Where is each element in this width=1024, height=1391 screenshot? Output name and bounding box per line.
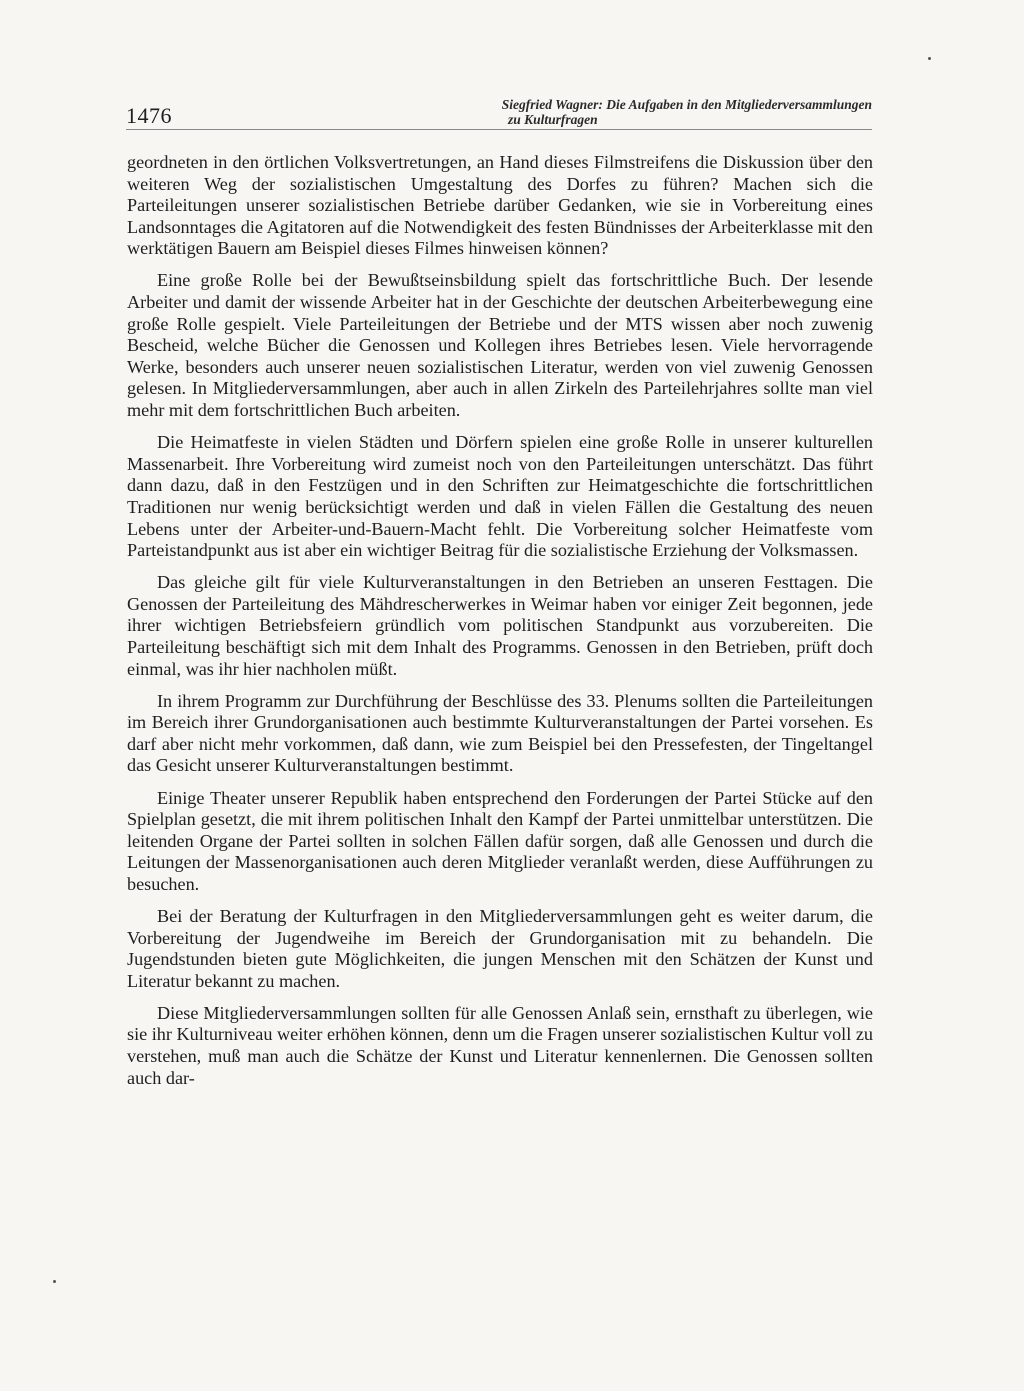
paragraph-3: Die Heimatfeste in vielen Städten und Dörfern spielen eine große Rolle in unserer kulturellen Massenarbeit. Ihre Vorbereitung wird zumeist noch von den Parteileitungen unterschätzt. Das führt dann dazu, daß in den Festzügen und in den Schriften zur Heimatgeschichte die fortschrittlichen Traditionen nur wenig berücksichtigt werden und daß in vielen Fällen die Gestaltung des neuen Lebens unter der Arbeiter-und-Bauern-Macht fehlt. Die Vorbereitung solcher Heimatfeste vom Parteistandpunkt aus ist aber ein wichtiger Beitrag für die sozialistische Erziehung der Volksmassen. [127, 432, 873, 561]
paper-speck [928, 57, 931, 60]
header-rule [126, 129, 872, 130]
running-head-line-2: zu Kulturfragen [508, 112, 598, 127]
page-number: 1476 [126, 103, 172, 128]
body-text [127, 152, 873, 1100]
paragraph-4: Das gleiche gilt für viele Kulturveranstaltungen in den Betrieben an unseren Festtagen. Die Genossen der Parteileitung des Mähdrescherwerkes in Weimar haben vor einiger Zeit begonnen, jede ihrer wichtigen Betriebsfeiern gründlich vom politischen Standpunkt aus vorzubereiten. Die Parteileitung beschäftigt sich mit dem Inhalt des Programms. Genossen in den Betrieben, prüft doch einmal, was ihr hier nachholen müßt. [127, 572, 873, 679]
paragraph-2: Eine große Rolle bei der Bewußtseinsbildung spielt das fortschrittliche Buch. Der lesende Arbeiter und damit der wissende Arbeiter hat in der Geschichte der deutschen Arbeiterbewegung eine große Rolle gespielt. Viele Parteileitungen der Betriebe und der MTS wissen aber noch zuwenig Bescheid, welche Bücher die Genossen und Kollegen ihres Betriebes lesen. Viele hervorragende Werke, besonders auch unserer neuen sozialistischen Literatur, werden von viel zuwenig Genossen gelesen. In Mitgliederversammlungen, aber auch in allen Zirkeln des Parteilehrjahres sollte man viel mehr mit dem fortschrittlichen Buch arbeiten. [127, 270, 873, 421]
paragraph-8: Diese Mitgliederversammlungen sollten für alle Genossen Anlaß sein, ernsthaft zu überlegen, wie sie ihr Kulturniveau weiter erhöhen können, denn um die Fragen unserer sozialistischen Kultur voll zu verstehen, muß man auch die Schätze der Kunst und Literatur kennenlernen. Die Genossen sollten auch dar- [127, 1002, 873, 1088]
paragraph-7: Bei der Beratung der Kulturfragen in den Mitgliederversammlungen geht es weiter darum, die Vorbereitung der Jugendweihe im Bereich der Grundorganisation mit zu behandeln. Die Jugendstunden bieten gute Möglichkeiten, die jungen Menschen mit den Schätzen der Kunst und Literatur bekannt zu machen. [127, 906, 873, 991]
running-head [360, 97, 872, 127]
paper-speck [53, 1280, 56, 1283]
running-head-line-1: Siegfried Wagner: Die Aufgaben in den Mitgliederversammlungen [501, 97, 872, 112]
paragraph-6: Einige Theater unserer Republik haben entsprechend den Forderungen der Partei Stücke auf den Spielplan gesetzt, die mit ihrem politischen Inhalt den Kampf der Partei unmittelbar unterstützen. Die leitenden Organe der Partei sollten in solchen Fällen dafür sorgen, daß alle Genossen und durch die Leitungen der Massenorganisationen auch deren Mitglieder veranlaßt werden, diese Aufführungen zu besuchen. [127, 787, 873, 894]
paragraph-1: geordneten in den örtlichen Volksvertretungen, an Hand dieses Filmstreifens die Diskussion über den weiteren Weg der sozialistischen Umgestaltung des Dorfes zu führen? Machen sich die Parteileitungen unserer sozialistischen Betriebe darüber Gedanken, wie sie in Vorbereitung eines Landsonntages die Agitatoren auf die Notwendigkeit des festen Bündnisses der Arbeiterklasse mit den werktätigen Bauern am Beispiel dieses Filmes hinweisen können? [127, 152, 873, 259]
paragraph-5: In ihrem Programm zur Durchführung der Beschlüsse des 33. Plenums sollten die Parteileitungen im Bereich ihrer Grundorganisationen auch bestimmte Kulturveranstaltungen der Partei vorsehen. Es darf aber nicht mehr vorkommen, daß dann, wie zum Beispiel bei den Pressefesten, der Tingeltangel das Gesicht unserer Kulturveranstaltungen bestimmt. [127, 690, 873, 776]
